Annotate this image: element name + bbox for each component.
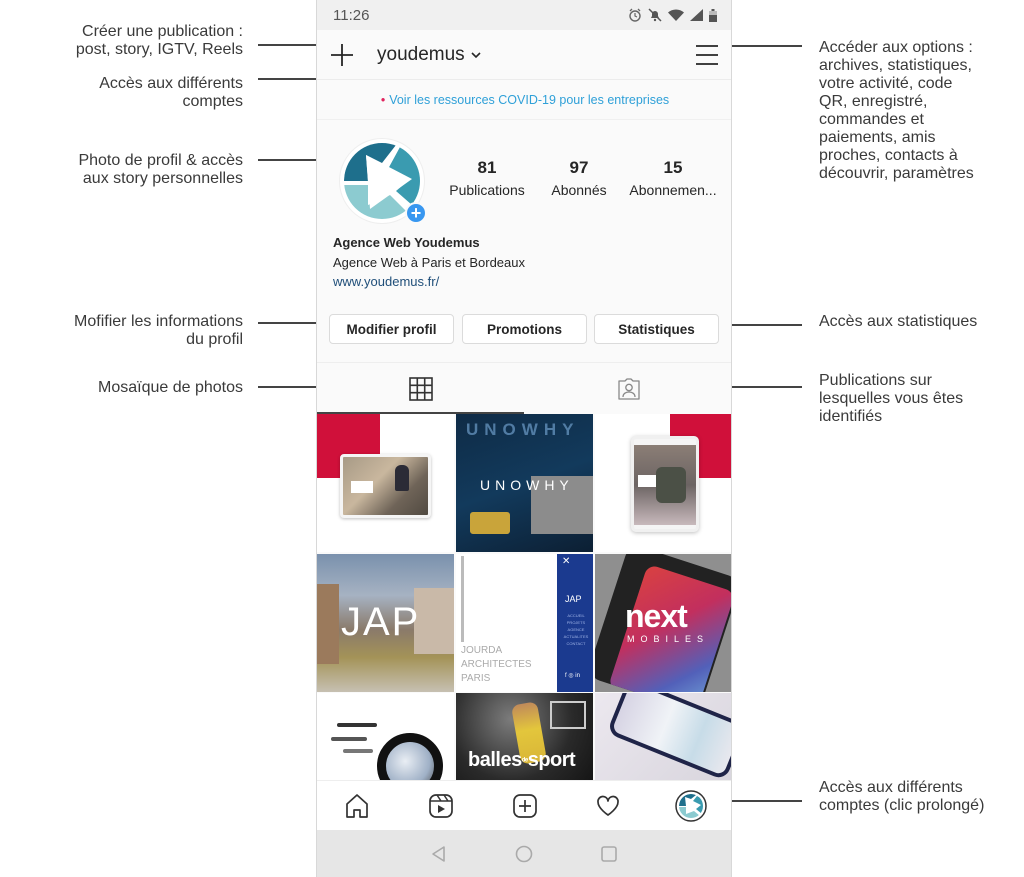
post-caption: JOURDA ARCHITECTES PARIS <box>461 645 532 684</box>
grid-post[interactable] <box>456 414 593 552</box>
annotation-line: post, story, IGTV, Reels <box>75 41 243 58</box>
annotation-line: identifiés <box>819 408 883 425</box>
annotation-line: QR, enregistré, <box>819 93 928 110</box>
notifications-off-icon <box>648 8 662 22</box>
grid-post[interactable] <box>456 554 593 692</box>
annotation-line: aux story personnelles <box>82 170 243 187</box>
annotation-mosaic <box>98 379 243 397</box>
annotation-line: commandes et <box>819 111 924 128</box>
android-recents-button[interactable] <box>599 844 619 864</box>
annotation-line: Accéder aux options : <box>819 39 973 56</box>
scroll-strip <box>461 556 464 642</box>
add-post-icon <box>512 793 538 819</box>
annotation-tagged <box>819 372 963 426</box>
annotation-line: Mosaïque de photos <box>98 379 243 396</box>
grid-post[interactable] <box>317 693 454 780</box>
speed-lines <box>337 723 377 727</box>
status-time: 11:26 <box>333 6 370 24</box>
stat-label: Abonnés <box>551 182 607 198</box>
hoop <box>550 701 586 729</box>
annotation-line: Mofifier les informations <box>74 313 243 330</box>
android-home-button[interactable] <box>514 844 534 864</box>
wifi-icon <box>668 9 684 21</box>
profile-website-link[interactable]: www.youdemus.fr/ <box>333 274 440 289</box>
annotation-line: Photo de profil & accès <box>78 152 243 169</box>
plus-icon: + <box>410 203 422 223</box>
covid-resources-link[interactable] <box>317 80 732 120</box>
promotions-button[interactable] <box>462 314 587 344</box>
heart-icon <box>595 793 621 819</box>
tab-grid[interactable] <box>317 363 525 414</box>
status-bar <box>317 0 732 30</box>
hamburger-menu-icon <box>695 43 719 67</box>
add-story-button[interactable] <box>405 202 427 224</box>
home-icon <box>344 793 370 819</box>
plus-icon <box>329 42 355 68</box>
chevron-down-icon <box>471 50 481 62</box>
neon-sign: UNOWHY <box>466 420 580 439</box>
building-left <box>317 584 339 664</box>
post-caption: ballesdesport <box>468 749 576 771</box>
profile-description: Agence Web à Paris et Bordeaux <box>333 254 525 270</box>
annotation-line: lesquelles vous êtes <box>819 390 964 407</box>
annotation-profile-photo <box>78 152 243 188</box>
grid-post[interactable] <box>317 414 454 552</box>
annotation-line: du profil <box>186 331 243 348</box>
annotation-edit-profile <box>74 313 243 349</box>
annotation-create-publication <box>76 23 243 59</box>
recents-square-icon <box>599 844 619 864</box>
profile-header <box>317 30 732 80</box>
tablet-mockup <box>631 436 699 532</box>
grid-post[interactable] <box>456 693 593 780</box>
grid-post[interactable] <box>595 414 732 552</box>
stat-value: 15 <box>663 158 683 177</box>
annotation-line: Accès aux différents <box>99 75 243 92</box>
post-caption: next <box>625 598 687 634</box>
stat-publications[interactable] <box>445 158 529 200</box>
stat-value: 97 <box>569 158 589 177</box>
annotation-line: proches, contacts à <box>819 147 958 164</box>
grid-post[interactable] <box>595 554 732 692</box>
stat-label: Publications <box>449 182 525 198</box>
annotation-line: Publications sur <box>819 372 932 389</box>
tab-tagged[interactable] <box>525 363 732 414</box>
profile-bio <box>333 233 525 292</box>
post-caption: UNOWHY <box>480 477 574 493</box>
annotation-line: Accès aux statistiques <box>819 313 978 330</box>
annotation-line: comptes (clic prolongé) <box>819 797 985 814</box>
back-triangle-icon <box>429 844 449 864</box>
reels-icon <box>428 793 454 819</box>
grid-icon <box>409 377 433 401</box>
side-panel: ✕ JAP ACCUEIL PROJETS AGENCE ACTUALITES CONTACT f ◎ in <box>557 554 593 692</box>
stat-following[interactable] <box>623 158 723 200</box>
annotation-line: Créer une publication : <box>82 23 243 40</box>
annotation-accounts <box>99 75 243 111</box>
annotation-line: archives, statistiques, <box>819 57 972 74</box>
edit-profile-button[interactable] <box>329 314 454 344</box>
side-menu: ACCUEIL PROJETS AGENCE ACTUALITES CONTACT <box>563 613 589 646</box>
phone-screen <box>316 0 732 877</box>
statistics-button[interactable] <box>594 314 719 344</box>
options-menu-button[interactable] <box>695 43 719 67</box>
annotation-line: Accès aux différents <box>819 779 963 796</box>
stat-followers[interactable] <box>545 158 613 200</box>
annotation-options <box>819 39 974 183</box>
stat-label: Abonnemen... <box>629 182 717 198</box>
phone-mockup <box>606 693 732 780</box>
annotation-switch-accounts <box>819 779 984 815</box>
covid-banner-text: Voir les ressources COVID-19 pour les entreprises <box>389 92 670 107</box>
battery-icon <box>709 9 717 22</box>
tablet-mockup <box>340 454 431 518</box>
username: youdemus <box>377 44 465 65</box>
chair <box>470 512 510 534</box>
annotation-line: votre activité, code <box>819 75 953 92</box>
button-label: Promotions <box>486 321 562 337</box>
create-publication-button[interactable] <box>329 42 355 68</box>
button-label: Statistiques <box>618 321 695 337</box>
nav-activity-button[interactable] <box>594 792 622 820</box>
nav-home-button[interactable] <box>343 792 371 820</box>
ball-ring <box>377 733 443 780</box>
button-label: Modifier profil <box>346 321 437 337</box>
annotation-line: comptes <box>182 93 243 110</box>
annotation-line: paiements, amis <box>819 129 936 146</box>
grid-post[interactable] <box>317 554 454 692</box>
signal-icon <box>690 9 703 21</box>
leader-line <box>726 45 802 47</box>
account-switcher[interactable] <box>377 44 481 66</box>
profile-tabs <box>317 362 732 414</box>
alarm-icon <box>628 8 642 22</box>
nav-reels-button[interactable] <box>427 792 455 820</box>
profile-avatar-icon <box>675 790 707 822</box>
annotation-line: découvrir, paramètres <box>819 165 974 182</box>
android-back-button[interactable] <box>429 844 449 864</box>
nav-profile-button[interactable] <box>675 790 707 822</box>
post-caption: JAP <box>341 600 421 644</box>
banner-bullet: • <box>380 92 386 107</box>
android-navigation-bar <box>317 830 732 877</box>
post-subcaption: MOBILES <box>627 634 710 644</box>
stat-value: 81 <box>477 158 497 177</box>
nav-new-post-button[interactable] <box>511 792 539 820</box>
grid-post[interactable] <box>595 693 732 780</box>
bottom-navigation <box>317 780 732 830</box>
home-circle-icon <box>514 844 534 864</box>
tagged-user-icon <box>617 377 641 401</box>
profile-name: Agence Web Youdemus <box>333 235 480 250</box>
side-logo: JAP <box>565 594 582 604</box>
annotation-stats <box>819 313 977 331</box>
